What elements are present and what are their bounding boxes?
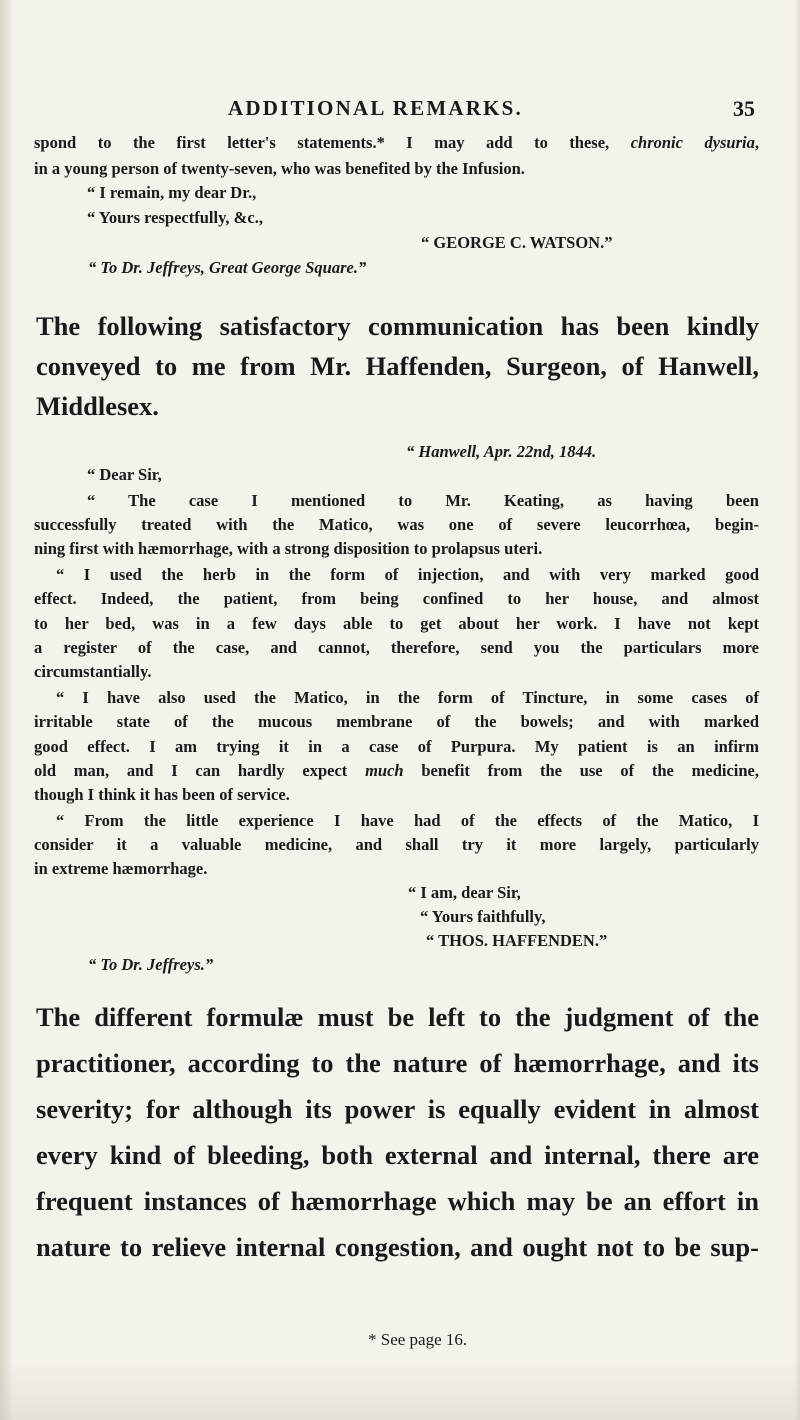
letter2-paragraph-line: ning first with hæmorrhage, with a strong disposition to prolapsus uteri.: [34, 539, 543, 558]
letter1-closing: “ I remain, my dear Dr.,: [87, 183, 257, 202]
letter2-paragraph-line: old man, and I can hardly expect much benefit from the use of the medicine,: [34, 761, 760, 780]
conclusion-line: practitioner, according to the nature of hæmorrhage, and its: [36, 1048, 759, 1078]
letter2-salutation: “ Dear Sir,: [87, 465, 162, 484]
letter2-paragraph-line: though I think it has been of service.: [34, 785, 290, 804]
letter2-closing: “ Yours faithfully,: [420, 907, 546, 926]
letter1-closing: “ Yours respectfully, &c.,: [87, 208, 263, 227]
letter1-line: spond to the first letter's statements.* I may add to these, chronic dysuria,: [34, 133, 759, 152]
letter2-paragraph-line: “ The case I mentioned to Mr. Keating, as having been: [87, 491, 759, 510]
conclusion-line: nature to relieve internal congestion, and ought not to be sup-: [36, 1232, 759, 1262]
footnote: * See page 16.: [368, 1330, 468, 1349]
conclusion-line: frequent instances of hæmorrhage which may be an effort in: [36, 1186, 759, 1216]
conclusion-line: severity; for although its power is equally evident in almost: [36, 1094, 759, 1124]
letter1-address: “ To Dr. Jeffreys, Great George Square.”: [88, 258, 367, 277]
letter2-paragraph-line: “ I have also used the Matico, in the form of Tincture, in some cases of: [56, 688, 759, 707]
letter2-paragraph-line: successfully treated with the Matico, was one of severe leucorrhœa, begin-: [34, 515, 759, 534]
intro-line: The following satisfactory communication has been kindly: [36, 311, 759, 341]
running-head: ADDITIONAL REMARKS.: [228, 96, 523, 120]
letter2-dateline: “ Hanwell, Apr. 22nd, 1844.: [406, 442, 597, 461]
page-number: 35: [733, 96, 755, 121]
page-bottom-shadow: [0, 1360, 800, 1420]
letter2-paragraph-line: effect. Indeed, the patient, from being confined to her house, and almost: [34, 589, 759, 608]
letter2-address: “ To Dr. Jeffreys.”: [88, 955, 214, 974]
letter2-paragraph-line: a register of the case, and cannot, therefore, send you the particulars more: [34, 638, 759, 657]
letter2-paragraph-line: “ I used the herb in the form of injection, and with very marked good: [56, 565, 759, 584]
conclusion-line: every kind of bleeding, both external and internal, there are: [36, 1140, 759, 1170]
letter2-paragraph-line: consider it a valuable medicine, and shall try it more largely, particularly: [34, 835, 759, 854]
page-edge-shadow: [794, 0, 800, 1420]
letter2-signature: “ THOS. HAFFENDEN.”: [426, 931, 608, 950]
letter1-line: in a young person of twenty-seven, who was benefited by the Infusion.: [34, 159, 525, 178]
conclusion-line: The different formulæ must be left to the judgment of the: [36, 1002, 759, 1032]
letter2-paragraph-line: good effect. I am trying it in a case of Purpura. My patient is an infirm: [34, 737, 759, 756]
letter2-paragraph-line: in extreme hæmorrhage.: [34, 859, 208, 878]
letter1-signature: “ GEORGE C. WATSON.”: [421, 233, 613, 252]
letter2-closing: “ I am, dear Sir,: [408, 883, 521, 902]
intro-line: Middlesex.: [36, 391, 159, 421]
letter2-paragraph-line: circumstantially.: [34, 662, 152, 681]
letter2-paragraph-line: irritable state of the mucous membrane of the bowels; and with marked: [34, 712, 759, 731]
intro-line: conveyed to me from Mr. Haffenden, Surgeon, of Hanwell,: [36, 351, 759, 381]
letter2-paragraph-line: “ From the little experience I have had of the effects of the Matico, I: [56, 811, 759, 830]
page-gutter-shadow: [0, 0, 14, 1420]
letter2-paragraph-line: to her bed, was in a few days able to get about her work. I have not kept: [34, 614, 759, 633]
